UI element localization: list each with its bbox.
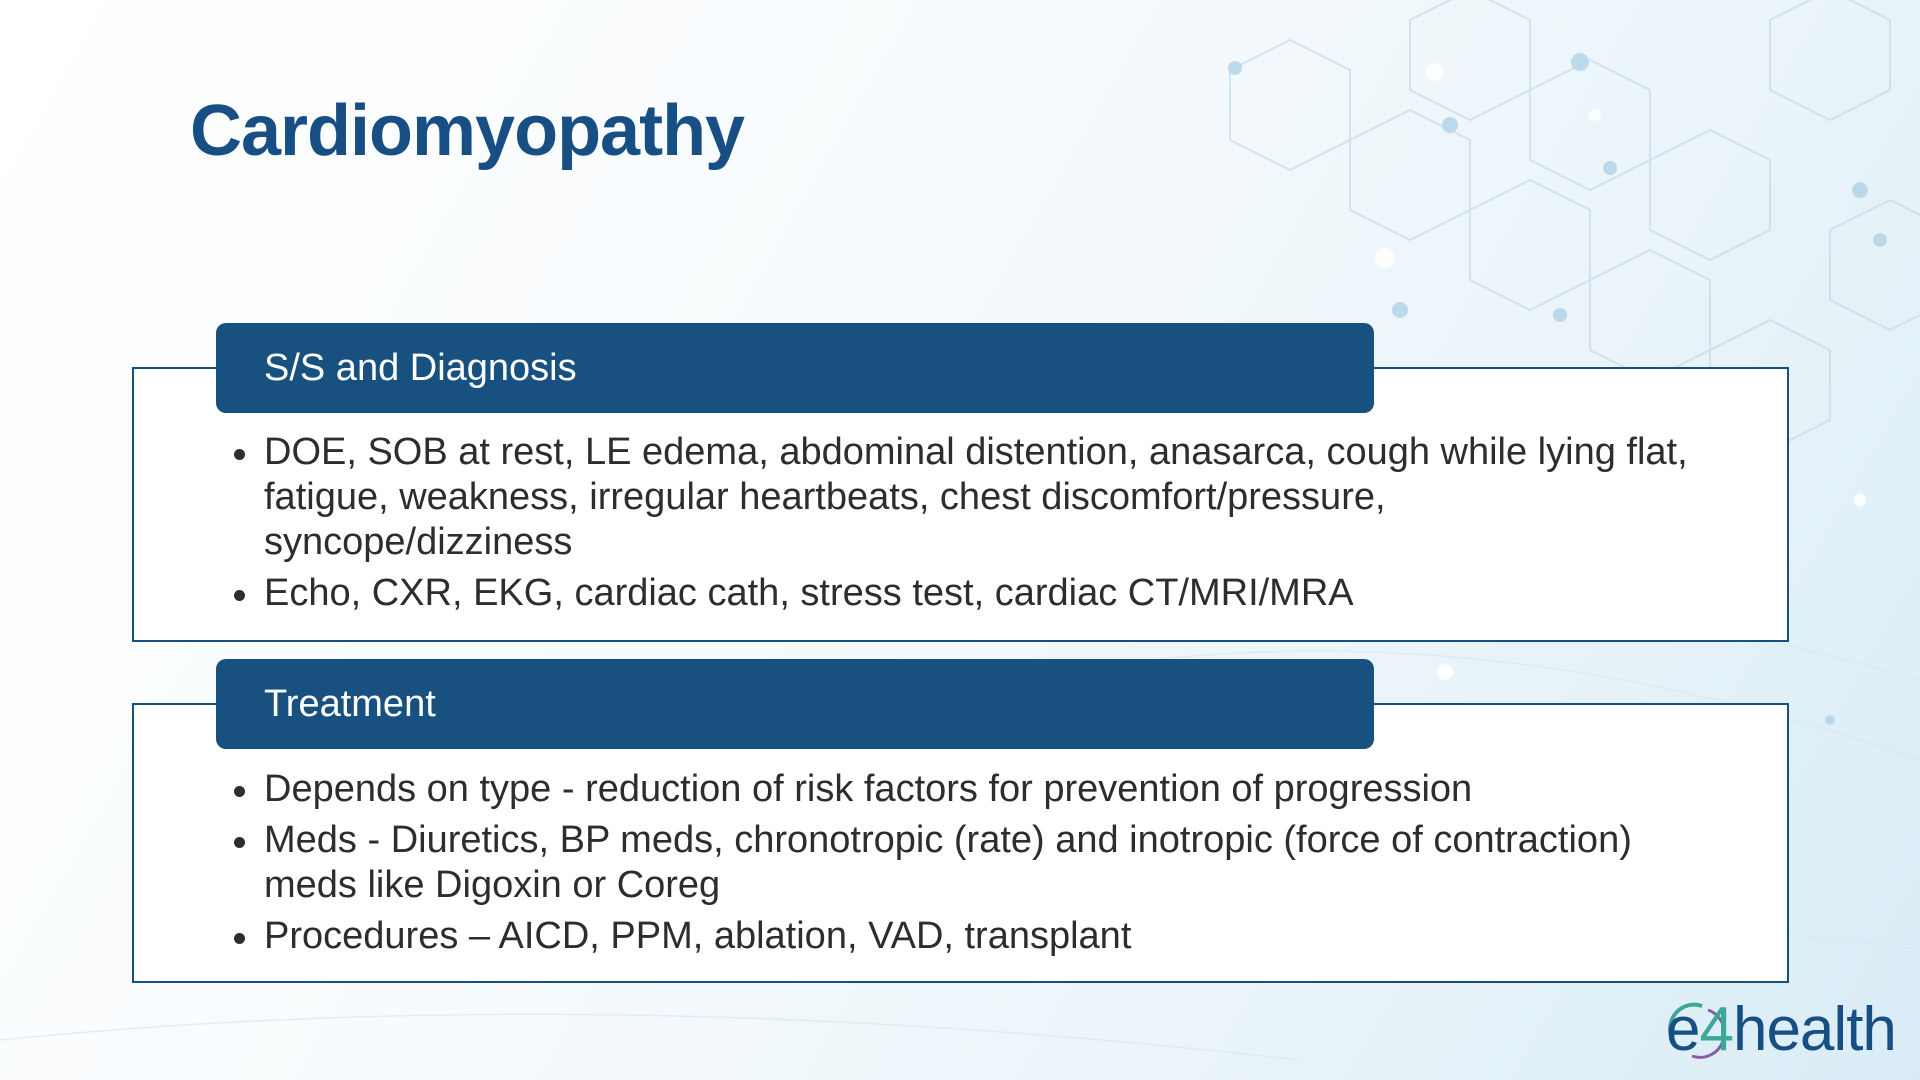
bullet-item: Depends on type - reduction of risk factors for prevention of progression [264, 767, 1694, 812]
diagnosis-section-header [216, 323, 1374, 413]
bullet-item: Procedures – AICD, PPM, ablation, VAD, transplant [264, 914, 1694, 959]
diagnosis-header-label: S/S and Diagnosis [264, 346, 577, 389]
logo-prefix: e [1666, 995, 1700, 1064]
e4health-logo [1666, 994, 1896, 1065]
logo-digit: 4 [1699, 995, 1733, 1064]
treatment-header-label: Treatment [264, 682, 436, 725]
logo-suffix: health [1732, 995, 1896, 1064]
bullet-item: Meds - Diuretics, BP meds, chronotropic (rate) and inotropic (force of contraction) meds like Digoxin or Coreg [264, 818, 1694, 908]
treatment-bullet-list [264, 767, 1694, 965]
bullet-item: DOE, SOB at rest, LE edema, abdominal distention, anasarca, cough while lying flat, fatigue, weakness, irregular heartbeats, chest discomfort/pressure, syncope/dizziness [264, 430, 1694, 565]
bullet-item: Echo, CXR, EKG, cardiac cath, stress test, cardiac CT/MRI/MRA [264, 571, 1694, 616]
slide-title: Cardiomyopathy [190, 91, 745, 171]
treatment-section-header [216, 659, 1374, 749]
diagnosis-bullet-list [264, 430, 1694, 622]
